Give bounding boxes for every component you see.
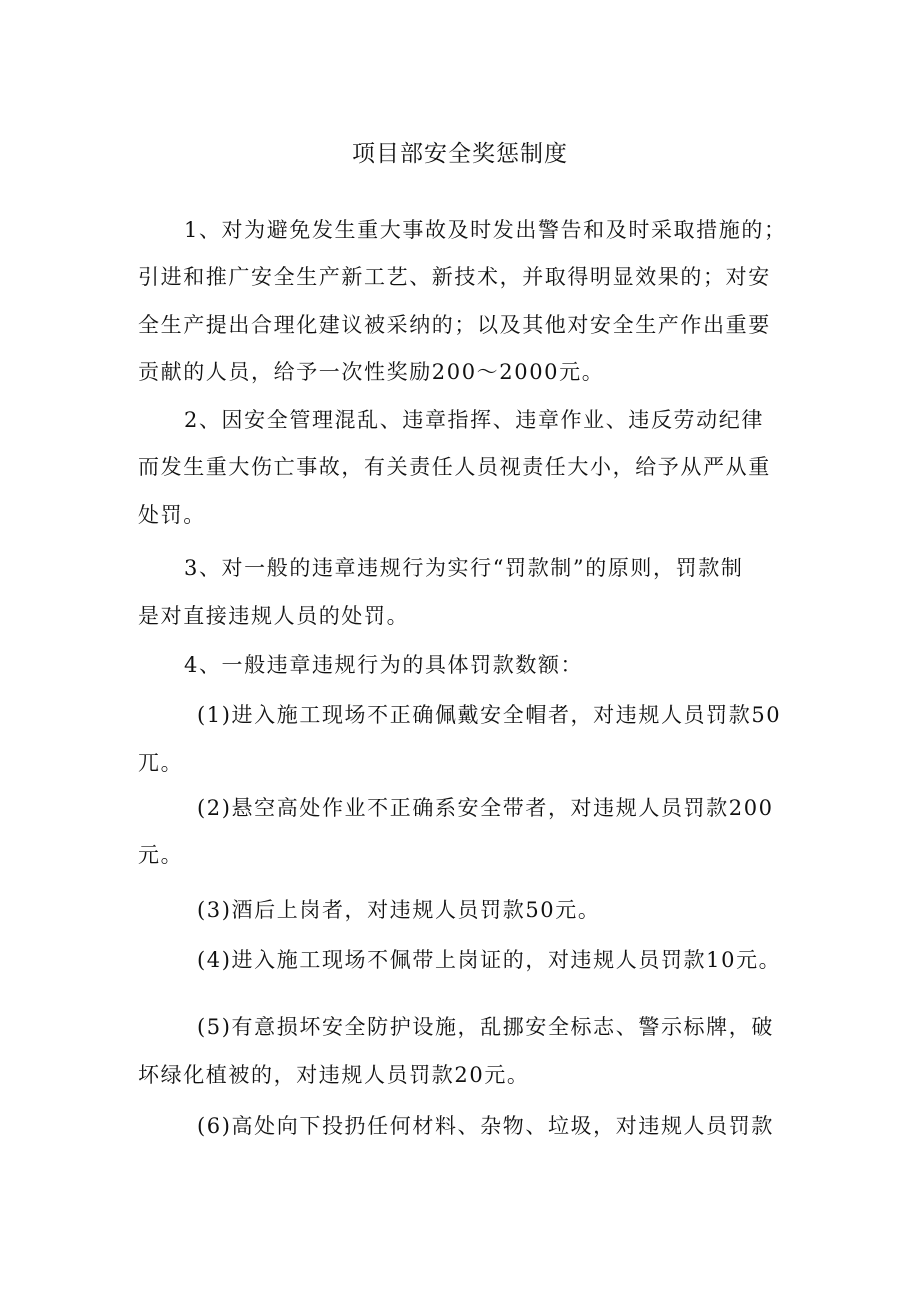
item-5-line-2: 坏绿化植被的，对违规人员罚款20元。	[138, 1063, 530, 1087]
item-1-line-2: 兀。	[138, 751, 184, 775]
item-4: (4)进入施工现场不佩带上岗证的，对违规人员罚款10元。	[197, 948, 782, 972]
paragraph-2-line-2: 而发生重大伤亡事故，有关责任人员视责任大小，给予从严从重	[138, 455, 771, 479]
paragraph-2-line-1: 2、因安全管理混乱、违章指挥、违章作业、违反劳动纪律	[184, 408, 764, 432]
item-2-line-1: (2)悬空高处作业不正确系安全带者，对违规人员罚款200	[197, 796, 774, 820]
paragraph-4-heading: 4、一般违章违规行为的具体罚款数额：	[184, 653, 584, 677]
paragraph-1-line-4: 贡献的人员，给予一次性奖励200～2000元。	[138, 360, 605, 384]
paragraph-3-line-2: 是对直接违规人员的处罚。	[138, 604, 410, 628]
item-1-line-1: (1)进入施工现场不正确佩戴安全帽者，对违规人员罚款50	[197, 703, 782, 727]
item-5-line-1: (5)有意损坏安全防护设施，乱挪安全标志、警示标牌，破	[197, 1015, 774, 1039]
paragraph-1-line-2: 引进和推广安全生产新工艺、新技术，并取得明显效果的；对安	[138, 265, 771, 289]
paragraph-3-line-1: 3、对一般的违章违规行为实行“罚款制”的原则，罚款制	[184, 556, 744, 580]
item-6-line-1: (6)高处向下投扔任何材料、杂物、垃圾，对违规人员罚款	[197, 1114, 774, 1138]
document-title: 项目部安全奖惩制度	[352, 141, 568, 167]
paragraph-1-line-3: 全生产提出合理化建议被采纳的；以及其他对安全生产作出重要	[138, 313, 771, 337]
item-3: (3)酒后上岗者，对违规人员罚款50元。	[197, 898, 601, 922]
paragraph-2-line-3: 处罚。	[138, 503, 206, 527]
item-2-line-2: 元。	[138, 843, 184, 867]
paragraph-1-line-1: 1、对为避免发生重大事故及时发出警告和及时采取措施的；	[184, 218, 787, 242]
